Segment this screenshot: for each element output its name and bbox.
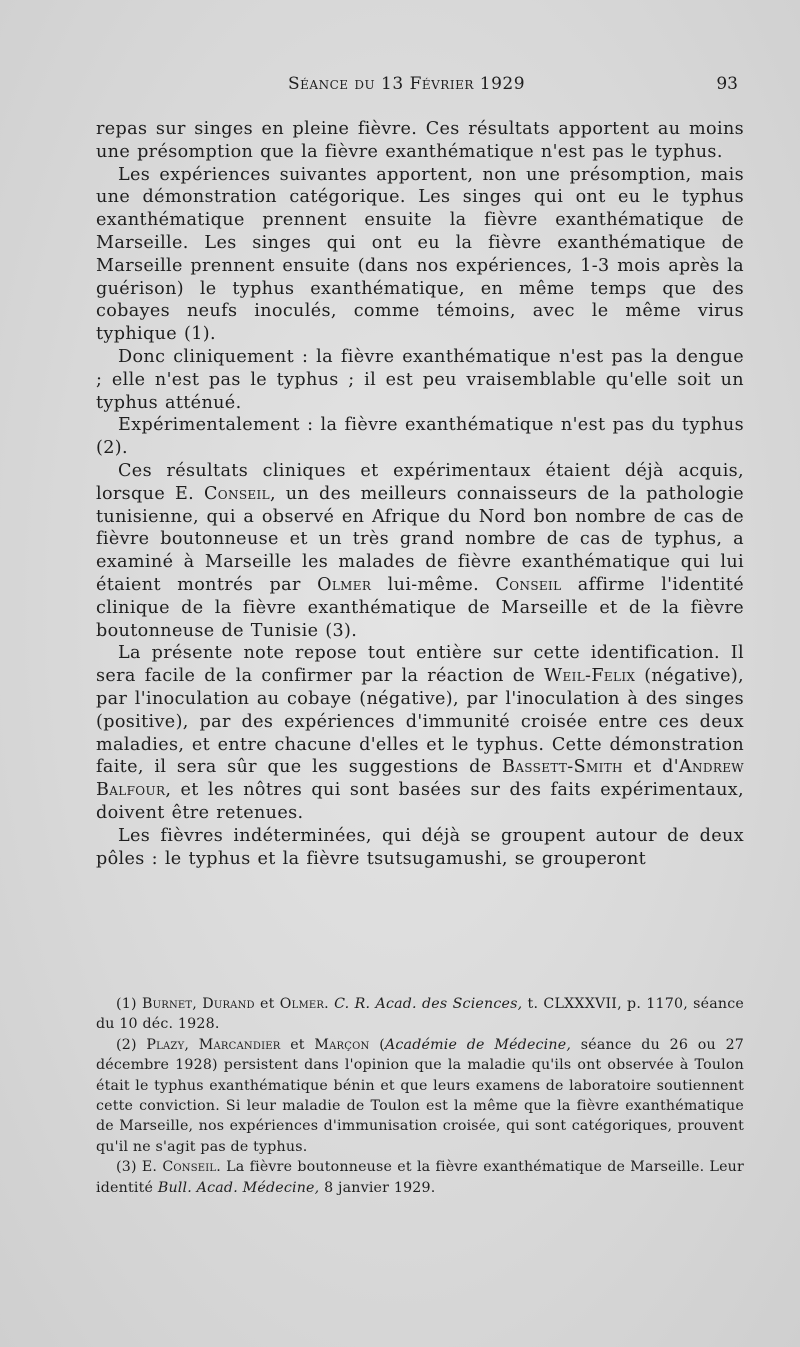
text-run: 8 janvier 1929. [319, 1179, 436, 1196]
paragraph-3: Donc cliniquement : la fièvre exanthématique n'est pas la dengue ; elle n'est pas le typhus ; il est peu vraisemblable qu'elle soit un typhus atténué. [96, 346, 744, 413]
paragraph-5 [96, 460, 744, 642]
text-run: lui-même. [371, 574, 496, 595]
text-run: t. CLXXXVII, p. 1170, séance du 10 déc. 1928. [96, 996, 744, 1033]
text-run: , un des meilleurs connaisseurs de la pathologie tunisienne, qui a observé en Afrique du Nord bon nombre de cas de fièvre boutonneuse et un très grand nombre de cas de typhus, a examiné à Marseille les malades de fièvre exanthématique qui lui étaient montrés par [96, 483, 744, 595]
author-name: Olmer [279, 996, 325, 1012]
text-run: ( [369, 1036, 385, 1053]
text-run: et [280, 1036, 315, 1053]
author-name: Plazy, Marcandier [146, 1036, 281, 1053]
journal-name: C. R. Acad. des Sciences, [334, 996, 523, 1012]
paragraph-1: repas sur singes en pleine fièvre. Ces résultats apportent au moins une présomption que la fièvre exanthématique n'est pas le typhus. [96, 119, 744, 162]
text-run: , et les nôtres qui sont basées sur des faits expérimentaux, doivent être retenues. [96, 780, 744, 823]
text-run: (négative), par l'inoculation au cobaye (négative), par l'inoculation à des singes (positive), par des expériences d'immunité croisée entre ces deux maladies, et entre chacune d'elles et le typhus. Cette démonstration faite, il sera sûr que les suggestions de [96, 666, 744, 778]
running-header [96, 74, 744, 100]
text-run: séance du 26 ou 27 décembre 1928) persistent dans l'opinion que la maladie qu'ils ont observée à Toulon était le typhus exanthématique bénin et que leurs examens de laboratoire soutiennent cette conviction. Si leur maladie de Toulon est la même que la fièvre exanthématique de Marseille, nos expériences d'immunisation croisée, qui sont catégoriques, prouvent qu'il ne s'agit pas de typhus. [96, 1036, 745, 1155]
author-name: Conseil [162, 1159, 217, 1176]
journal-name: Bull. Acad. Médecine, [157, 1179, 320, 1196]
paragraph-4: Expérimentalement : la fièvre exanthématique n'est pas du typhus (2). [96, 415, 744, 459]
running-title: Séance du 13 Février 1929 [288, 74, 526, 94]
author-name: Weil-Felix [544, 666, 636, 687]
text-run: . La fièvre boutonneuse et la fièvre exanthématique de Marseille. Leur identité [96, 1159, 744, 1196]
text-run: affirme l'identité clinique de la fièvre exanthématique de Marseille et de la fièvre boutonneuse de Tunisie (3). [96, 574, 744, 641]
main-text [96, 118, 744, 870]
author-name: Conseil [203, 483, 270, 504]
author-name: Bassett-Smith [502, 757, 623, 778]
author-name: Marçon [314, 1036, 370, 1053]
text-run: La présente note repose tout entière sur cette identification. Il sera facile de la confirmer par la réaction de [96, 643, 744, 687]
paragraph-6 [96, 642, 744, 824]
footnote-number: (1) [116, 996, 142, 1012]
journal-name: Académie de Médecine, [384, 1036, 572, 1053]
text-run: Ces résultats cliniques et expérimentaux étaient déjà acquis, lorsque E. [96, 460, 744, 504]
paragraph-7: Les fièvres indéterminées, qui déjà se groupent autour de deux pôles : le typhus et la fièvre tsutsugamushi, se grouperont [96, 825, 744, 869]
footnote-2 [96, 1035, 744, 1157]
text-run: et d' [622, 757, 679, 778]
footnotes [96, 994, 744, 1198]
author-name: Burnet, Durand [141, 996, 255, 1012]
author-name: Andrew Balfour [96, 757, 744, 801]
footnote-number: (3) E. [116, 1159, 163, 1176]
text-run: et [254, 996, 280, 1012]
footnote-number: (2) [116, 1036, 147, 1053]
footnote-1 [96, 994, 744, 1035]
author-name: Conseil [495, 574, 562, 595]
author-name: Olmer [317, 574, 372, 595]
page-number: 93 [716, 74, 738, 94]
text-run: . [324, 996, 335, 1012]
footnote-3 [96, 1157, 744, 1198]
paragraph-2: Les expériences suivantes apportent, non une présomption, mais une démonstration catégorique. Les singes qui ont eu le typhus exanthématique prennent ensuite la fièvre exanthématique de Marseille. Les singes qui ont eu la fièvre exanthématique de Marseille prennent ensuite (dans nos expériences, 1-3 mois après la guérison) le typhus exanthématique, en même temps que des cobayes neufs inoculés, comme témoins, avec le même virus typhique (1). [96, 164, 744, 345]
